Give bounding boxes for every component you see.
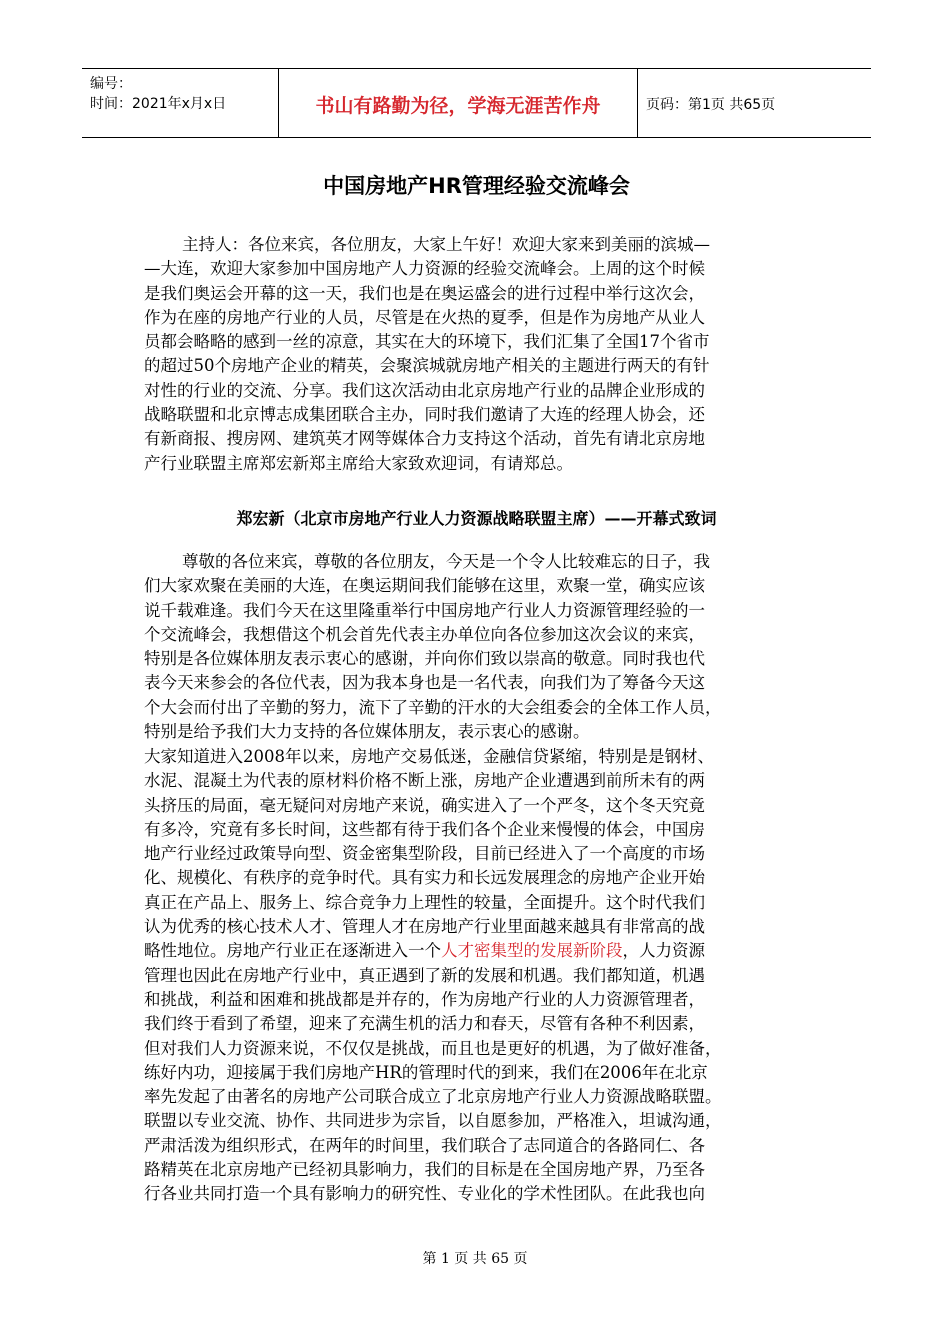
text-line: —大连，欢迎大家参加中国房地产人力资源的经验交流峰会。上周的这个时候 [144, 259, 705, 279]
text-line: 真正在产品上、服务上、综合竞争力上理性的较量，全面提升。这个时代我们 [144, 892, 705, 912]
text-line: 表今天来参会的各位代表，因为我本身也是一名代表，向我们为了筹备今天这 [144, 673, 705, 693]
text-line-with-highlight [144, 939, 806, 963]
text-line: 对性的行业的交流、分享。我们这次活动由北京房地产行业的品牌企业形成的 [144, 380, 705, 400]
text-line: 大家知道进入2008年以来，房地产交易低迷，金融信贷紧缩，特别是是钢材、 [144, 747, 714, 766]
text-line: 率先发起了由著名的房地产公司联合成立了北京房地产行业人力资源战略联盟。 [144, 1087, 722, 1107]
text-segment: ，人力资源 [622, 941, 705, 961]
text-line: 但对我们人力资源来说，不仅仅是挑战，而且也是更好的机遇，为了做好准备， [144, 1038, 722, 1058]
text-line: 头挤压的局面，毫无疑问对房地产来说，确实进入了一个严冬，这个冬天究竟 [144, 795, 705, 815]
text-line: 个交流峰会，我想借这个机会首先代表主办单位向各位参加这次会议的来宾， [144, 624, 705, 644]
page-header [82, 68, 871, 138]
header-left-cell [82, 69, 279, 137]
text-line: 战略联盟和北京博志成集团联合主办，同时我们邀请了大连的经理人协会，还 [144, 405, 705, 425]
text-line: 我们终于看到了希望，迎来了充满生机的活力和春天，尽管有各种不利因素， [144, 1014, 705, 1034]
text-line: 尊敬的各位来宾，尊敬的各位朋友，今天是一个令人比较难忘的日子，我 [182, 552, 710, 571]
text-line: 和挑战，利益和困难和挑战都是并存的，作为房地产行业的人力资源管理者， [144, 989, 705, 1009]
text-line: 管理也因此在房地产行业中，真正遇到了新的发展和机遇。我们都知道，机遇 [144, 965, 705, 985]
text-line: 路精英在北京房地产已经初具影响力，我们的目标是在全国房地产界，乃至各 [144, 1160, 705, 1180]
text-line: 个大会而付出了辛勤的努力，流下了辛勤的汗水的大会组委会的全体工作人员， [144, 697, 722, 717]
text-line: 特别是各位媒体朋友表示衷心的感谢，并向你们致以崇高的敬意。同时我也代 [144, 649, 705, 669]
text-line: 严肃活泼为组织形式，在两年的时间里，我们联合了志同道合的各路同仁、各 [144, 1135, 705, 1155]
text-line: 有多冷，究竟有多长时间，这些都有待于我们各个企业来慢慢的体会，中国房 [144, 819, 705, 839]
text-line: 化、规模化、有秩序的竞争时代。具有实力和长远发展理念的房地产企业开始 [144, 868, 705, 888]
header-middle-cell [279, 69, 638, 137]
header-right-cell [638, 69, 871, 137]
text-line: 产行业联盟主席郑宏新郑主席给大家致欢迎词，有请郑总。 [144, 453, 573, 473]
text-line: 说千载难逢。我们今天在这里隆重举行中国房地产行业人力资源管理经验的一 [144, 600, 705, 620]
text-line: 认为优秀的核心技术人才、管理人才在房地产行业里面越来越具有非常高的战 [144, 917, 705, 937]
section-subtitle: 郑宏新（北京市房地产行业人力资源战略联盟主席）——开幕式致词 [236, 509, 717, 528]
header-page-info: 页码：第1页 共65页 [646, 97, 776, 113]
serial-label: 编号： [90, 76, 132, 92]
paragraph-industry-context [144, 745, 806, 1207]
document-title: 中国房地产HR管理经验交流峰会 [323, 174, 630, 198]
text-line: 练好内功，迎接属于我们房地产HR的管理时代的到来，我们在2006年在北京 [144, 1062, 708, 1082]
text-line: 行各业共同打造一个具有影响力的研究性、专业化的学术性团队。在此我也向 [144, 1184, 705, 1204]
text-line: 员都会略略的感到一丝的凉意，其实在大的环境下，我们汇集了全国17个省市 [144, 332, 710, 352]
text-line: 们大家欢聚在美丽的大连，在奥运期间我们能够在这里，欢聚一堂，确实应该 [144, 576, 705, 596]
text-line: 作为在座的房地产行业的人员，尽管是在火热的夏季，但是作为房地产从业人 [144, 307, 705, 327]
text-line: 水泥、混凝土为代表的原材料价格不断上涨，房地产企业遭遇到前所未有的两 [144, 771, 705, 791]
paragraph-host-intro [144, 233, 806, 476]
highlighted-phrase: 人才密集型的发展新阶段 [441, 941, 623, 961]
text-line: 的超过50个房地产企业的精英，会聚滨城就房地产相关的主题进行两天的有针 [144, 356, 710, 376]
header-motto: 书山有路勤为径，学海无涯苦作舟 [315, 95, 601, 117]
paragraph-opening-speech [144, 550, 806, 744]
text-line: 地产行业经过政策导向型、资金密集型阶段，目前已经进入了一个高度的市场 [144, 844, 705, 864]
text-line: 有新商报、搜房网、建筑英才网等媒体合力支持这个活动，首先有请北京房地 [144, 429, 705, 449]
text-line: 是我们奥运会开幕的这一天，我们也是在奥运盛会的进行过程中举行这次会， [144, 283, 705, 303]
text-line: 特别是给予我们大力支持的各位媒体朋友，表示衷心的感谢。 [144, 722, 590, 742]
text-segment: 略性地位。房地产行业正在逐渐进入一个 [144, 941, 441, 961]
time-label: 时间：2021年x月x日 [90, 96, 227, 112]
text-line: 联盟以专业交流、协作、共同进步为宗旨，以自愿参加，严格准入，坦诚沟通， [144, 1111, 722, 1131]
page-footer: 第 1 页 共 65 页 [422, 1251, 528, 1267]
text-line: 主持人：各位来宾，各位朋友，大家上午好！欢迎大家来到美丽的滨城— [182, 235, 710, 254]
